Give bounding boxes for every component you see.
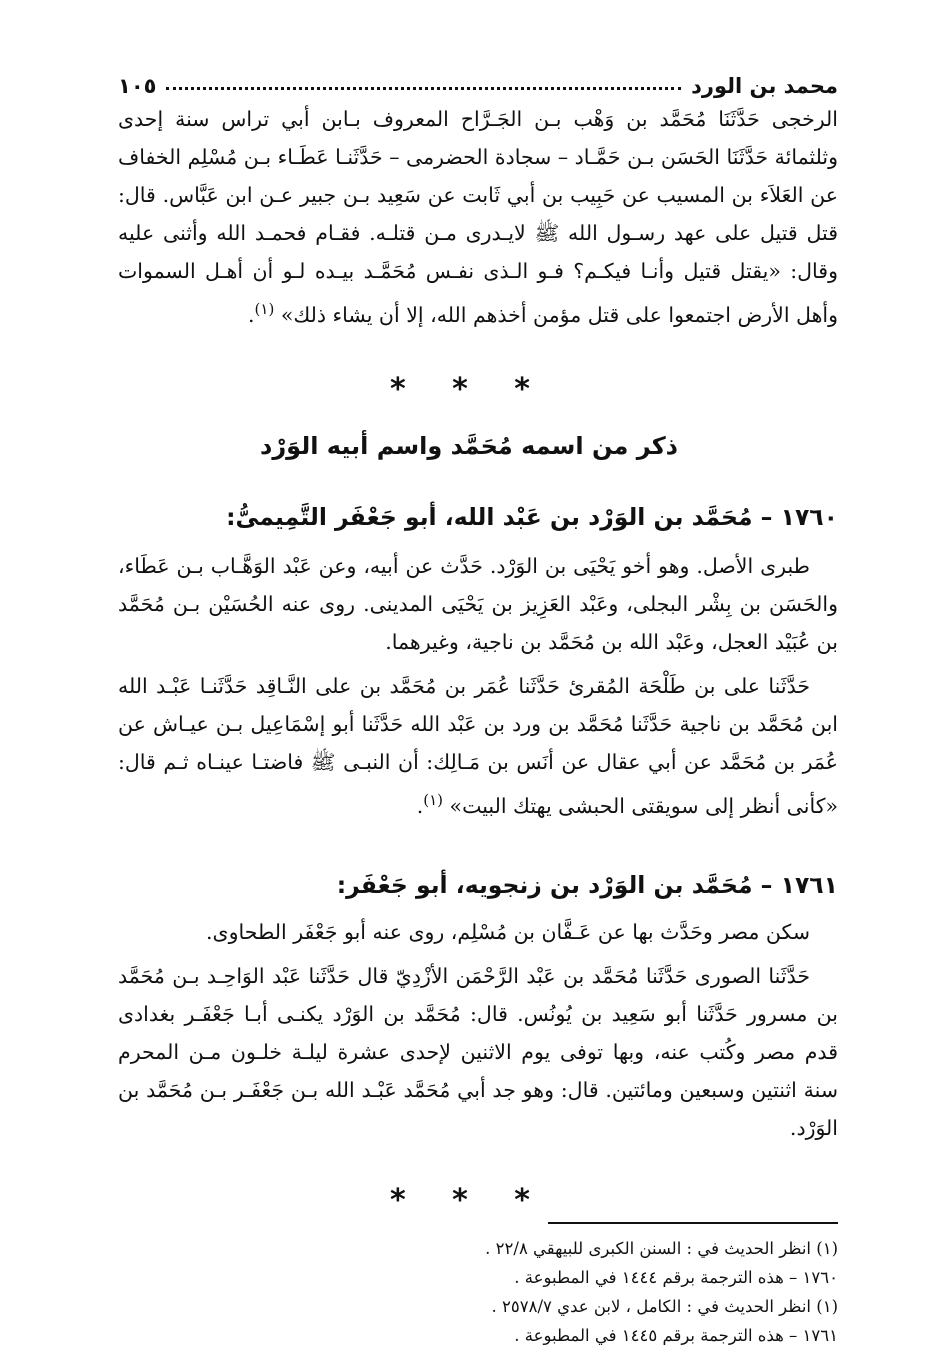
entry-1761-paragraph: سكن مصر وحَدَّث بها عن عَـفَّان بن مُسْلِم، روى عنه أبو جَعْفَر الطحاوى. [206, 920, 810, 944]
running-head [118, 58, 838, 98]
entry-1760-hadith: حَدَّثَنا على بن طَلْحَة المُقرئ حَدَّثَنا عُمَر بن مُحَمَّد بن على النَّـاقِد حَدَّثَنـا عَبْـد الله ابن مُحَمَّد بن ناجية حَدَّثَنا مُحَمَّد بن ورد بن عَبْد الله حَدَّثَنا أبو إسْمَاعِيل بـن عيـاش عن عُمَر بن مُحَمَّد عن أبي عقال عن أنَس بن مَـالِك: أن النبـى ﷺ فاضتـا عينـاه ثـم قال: «كأنى أنظر إلى سويقتى الحبشى يهتك البيت» $^{(١)}$. [118, 674, 838, 818]
running-head-title: محمد بن الورد [691, 74, 838, 98]
section-heading: ذكر من اسمه مُحَمَّد واسم أبيه الوَرْد [260, 432, 678, 460]
entry-heading-1761: ١٧٦١ – مُحَمَّد بن الوَرْد بن زنجويه، أبو جَعْفَر: [336, 871, 838, 899]
footnote-rule [548, 1222, 838, 1224]
footnote-line: ١٧٦١ – هذه الترجمة برقم ١٤٤٥ في المطبوعة . [514, 1326, 838, 1345]
page-number: ١٠٥ [118, 74, 157, 98]
footnote-line: (١) انظر الحديث في : السنن الكبرى للبيهقي ٢٢/٨ . [485, 1239, 838, 1258]
footnote-line: ١٧٦٠ – هذه الترجمة برقم ١٤٤٤ في المطبوعة . [514, 1268, 838, 1287]
separator-stars: * * * [390, 1183, 548, 1218]
entry-1761-body [118, 913, 838, 1147]
footnote-ref: (١) [254, 300, 275, 318]
intro-paragraph: الرخجى حَدَّثَنَا مُحَمَّد بن وَهْب بـن الجَـرَّاح المعروف بـابن أبي تراس سنة إحدى وثلثمائة حَدَّثَنَا الحَسَن بـن حَمَّـاد – سجادة الحضرمى – حَدَّثَنـا عَطَـاء بـن مُسْلِم الخفاف عن العَلاَء بن المسيب عن حَبِيب بن أبي ثَابت عن سَعِيد بـن جبير عـن ابن عَبَّاس. قال: قتل قتيل على عهد رسـول الله ﷺ لايـدرى مـن قتلـه. فقـام فحمـد الله وأثنى عليه وقال: «يقتل قتيل وأنـا فيكـم؟ فـو الـذى نفـس مُحَمَّـد بيـده لـو أن أهـل السموات وأهل الأرض اجتمعوا على قتل مؤمن أخذهم الله، إلا أن يشاء ذلك» $^{(١)}$. [118, 107, 838, 327]
footnotes [118, 1234, 838, 1350]
separator-stars: * * * [390, 372, 548, 407]
intro-text: الرخجى حَدَّثَنَا مُحَمَّد بن وَهْب بـن الجَـرَّاح المعروف بـابن أبي تراس سنة إحدى وثلثمائة حَدَّثَنَا الحَسَن بـن حَمَّـاد – سجادة الحضرمى – حَدَّثَنـا عَطَـاء بـن مُسْلِم الخفاف عن العَلاَء بن المسيب عن حَبِيب بن أبي ثَابت عن سَعِيد بـن جبير عـن ابن عَبَّاس. قال: قتل قتيل على عهد رسـول الله ﷺ لايـدرى مـن قتلـه. فقـام فحمـد الله وأثنى عليه وقال: «يقتل قتيل وأنـا فيكـم؟ فـو الـذى نفـس مُحَمَّـد بيـده لـو أن أهـل السموات وأهل الأرض اجتمعوا على قتل مؤمن أخذهم الله، إلا أن يشاء ذلك» [118, 107, 838, 327]
entry-1760-hadith-text: حَدَّثَنا على بن طَلْحَة المُقرئ حَدَّثَنا عُمَر بن مُحَمَّد بن على النَّـاقِد حَدَّثَنـا عَبْـد الله ابن مُحَمَّد بن ناجية حَدَّثَنا مُحَمَّد بن ورد بن عَبْد الله حَدَّثَنا أبو إسْمَاعِيل بـن عيـاش عن عُمَر بن مُحَمَّد عن أبي عقال عن أنَس بن مَـالِك: أن النبـى ﷺ فاضتـا عينـاه ثـم قال: «كأنى أنظر إلى سويقتى الحبشى يهتك البيت» [118, 674, 838, 818]
entry-1761-report: حَدَّثَنا الصورى حَدَّثَنا مُحَمَّد بن عَبْد الرَّحْمَن الأزْدِيّ قال حَدَّثَنا عَبْد الوَاحِـد بـن مُحَمَّد بن مسرور حَدَّثَنا أبو سَعِيد بن يُونُس. قال: مُحَمَّد بن الوَرْد يكنـى أبـا جَعْفَـر بغدادى قدم مصر وكُتب عنه، وبها توفى يوم الاثنين لإحدى عشرة ليلـة خلـون مـن المحرم سنة اثنتين وسبعين ومائتين. قال: وهو جد أبي مُحَمَّد عَبْـد الله بـن جَعْفَـر بـن مُحَمَّد بن الوَرْد. [118, 964, 838, 1140]
footnote-line: (١) انظر الحديث في : الكامل ، لابن عدي ٢٥٧٨/٧ . [491, 1297, 838, 1316]
leader-dots [166, 87, 681, 90]
entry-1760-body [118, 547, 838, 825]
entry-1760-paragraph: طبرى الأصل. وهو أخو يَحْيَى بن الوَرْد. حَدَّث عن أبيه، وعن عَبْد الوَهَّـاب بـن عَطَاء، والحَسَن بن بِشْر البجلى، وعَبْد العَزِيز بن يَحْيَى المدينى. روى عنه الحُسَيْن بـن مُحَمَّد بن عُبَيْد العجل، وعَبْد الله بن مُحَمَّد بن ناجية، وغيرهما. [118, 554, 838, 654]
entry-heading-1760: ١٧٦٠ – مُحَمَّد بن الوَرْد بن عَبْد الله، أبو جَعْفَر التَّمِيمىُّ: [226, 503, 838, 531]
footnote-ref: (١) [423, 791, 444, 809]
